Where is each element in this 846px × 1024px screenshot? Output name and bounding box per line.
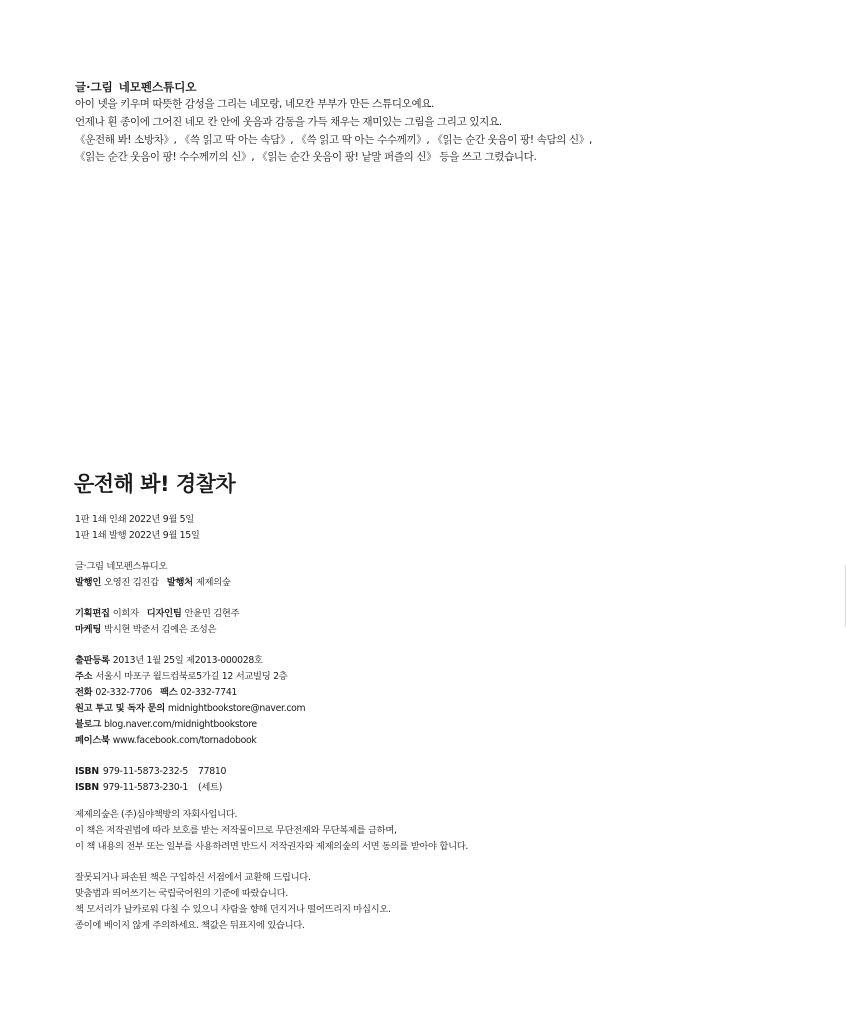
isbn-label: ISBN xyxy=(75,782,99,793)
isbn-row xyxy=(75,780,775,796)
credit-author-value: 네모펜스튜디오 xyxy=(106,561,168,572)
credit-publisher-row xyxy=(75,575,775,591)
facebook-label: 페이스북 xyxy=(75,735,110,746)
edition-publish: 1판 1쇄 발행 2022년 9월 15일 xyxy=(75,530,200,541)
fax-label: 팩스 xyxy=(160,687,178,698)
credit-marketing-row xyxy=(75,622,775,638)
credit-planning-value: 이희자 xyxy=(112,608,139,619)
facebook-url: www.facebook.com/tornadobook xyxy=(112,735,257,746)
submission-row xyxy=(75,701,775,717)
credit-planning-label: 기획편집 xyxy=(75,608,110,619)
address-row xyxy=(75,669,775,685)
isbn-extra: 77810 xyxy=(198,766,227,777)
author-heading-label: 글·그림 xyxy=(75,80,113,94)
credit-publisher-label: 발행인 xyxy=(75,577,102,588)
phone-value: 02-332-7706 xyxy=(95,687,153,698)
credit-design-label: 디자인팀 xyxy=(146,608,182,619)
notice-line: 책 모서리가 날카로워 다칠 수 있으니 사람을 향해 던지거나 떨어뜨리지 마십시오. xyxy=(75,904,391,915)
isbn-label: ISBN xyxy=(75,766,99,777)
fax-value: 02-332-7741 xyxy=(180,687,238,698)
address-value: 서울시 마포구 월드컵북로5가길 12 서교빌딩 2층 xyxy=(95,671,288,682)
credit-design-value: 안윤민 김현주 xyxy=(184,608,240,619)
book-title: 운전해 봐! 경찰차 xyxy=(74,472,236,496)
notice-line: 맞춤법과 띄어쓰기는 국립국어원의 기준에 따랐습니다. xyxy=(75,888,288,899)
edition-print: 1판 1쇄 인쇄 2022년 9월 5일 xyxy=(75,514,194,525)
credit-press-value: 제제의숲 xyxy=(195,577,231,588)
credit-staff-row xyxy=(75,606,775,622)
credit-author-label: 글·그림 xyxy=(75,561,104,572)
notice-line: 종이에 베이지 않게 주의하세요. 책값은 뒤표지에 있습니다. xyxy=(75,920,305,931)
isbn-number: 979-11-5873-230-1 xyxy=(102,782,189,793)
submission-email: midnightbookstore@naver.com xyxy=(167,703,306,714)
credit-publisher-value: 오영진 김진갑 xyxy=(104,577,159,588)
isbn-extra: (세트) xyxy=(198,782,223,793)
author-heading xyxy=(75,78,775,96)
author-section xyxy=(75,78,775,167)
phone-fax-row xyxy=(75,685,775,701)
copyright-note: 제제의숲은 (주)심야책방의 자회사입니다. xyxy=(75,809,238,820)
credit-marketing-label: 마케팅 xyxy=(75,624,102,635)
isbn-number: 979-11-5873-232-5 xyxy=(102,766,189,777)
submission-label: 원고 투고 및 독자 문의 xyxy=(75,703,165,714)
credit-press-label: 발행처 xyxy=(166,577,193,588)
author-heading-name: 네모펜스튜디오 xyxy=(118,80,197,94)
author-bio-line: 언제나 흰 종이에 그어진 네모 칸 안에 웃음과 감동을 가득 채우는 재미있는 그림을 그리고 있지요. xyxy=(75,115,502,128)
blog-url: blog.naver.com/midnightbookstore xyxy=(104,719,257,730)
author-bio-line: 《읽는 순간 웃음이 팡! 수수께끼의 신》, 《읽는 순간 웃음이 팡! 낱말 퍼즐의 신》 등을 쓰고 그렸습니다. xyxy=(75,151,537,164)
registration-label: 출판등록 xyxy=(75,655,110,666)
colophon xyxy=(75,512,775,934)
notice-line: 잘못되거나 파손된 책은 구입하신 서점에서 교환해 드립니다. xyxy=(75,872,311,883)
facebook-row xyxy=(75,733,775,749)
copyright-note: 이 책은 저작권법에 따라 보호를 받는 저작물이므로 무단전재와 무단복제를 금하며, xyxy=(75,825,397,836)
phone-label: 전화 xyxy=(75,687,93,698)
registration-value: 2013년 1월 25일 제2013-000028호 xyxy=(112,655,263,666)
copyright-note: 이 책 내용의 전부 또는 일부를 사용하려면 반드시 저작권자와 제제의숲의 서면 동의를 받아야 합니다. xyxy=(75,841,469,852)
blog-label: 블로그 xyxy=(75,719,102,730)
credit-author-row xyxy=(75,559,775,575)
author-bio-line: 《운전해 봐! 소방차》, 《쓱 읽고 딱 아는 속담》, 《쓱 읽고 딱 아는 수수께끼》, 《읽는 순간 웃음이 팡! 속담의 신》, xyxy=(75,133,592,146)
address-label: 주소 xyxy=(75,671,93,682)
blog-row xyxy=(75,717,775,733)
author-bio-line: 아이 넷을 키우며 따뜻한 감성을 그리는 네모랑, 네모칸 부부가 만든 스튜디오예요. xyxy=(75,98,435,110)
credit-marketing-value: 박시현 박준서 김예은 조성은 xyxy=(104,624,217,635)
registration-row xyxy=(75,653,775,669)
isbn-row xyxy=(75,764,775,780)
